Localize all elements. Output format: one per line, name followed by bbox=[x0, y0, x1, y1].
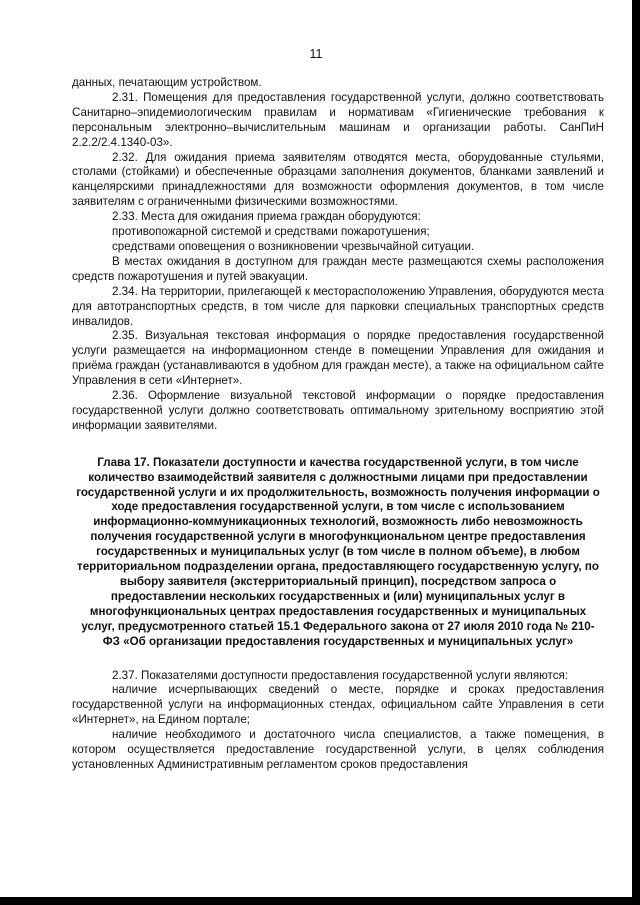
paragraph: 2.37. Показателями доступности предоставления государственной услуги являются: bbox=[112, 668, 569, 682]
paragraph: средствами оповещения о возникновении чрезвычайной ситуации. bbox=[112, 239, 475, 253]
page-number: 11 bbox=[309, 47, 323, 61]
page-content bbox=[72, 76, 604, 773]
paragraph: 2.32. Для ожидания приема заявителям отводятся места, оборудованные стульями, столами (стойками) и обеспеченные образцами заполнения документов, бланками заявлений и канцелярскими принадлежностями для возможности оформления документов, в том числе заявителям с ограниченными физическими возможностями. bbox=[72, 150, 604, 209]
paragraph: противопожарной системой и средствами пожаротушения; bbox=[112, 225, 430, 239]
paragraph: наличие исчерпывающих сведений о месте, порядке и сроках предоставления государственной услуги на информационных стендах, официальном сайте Управления в сети «Интернет», на Едином портале; bbox=[72, 683, 604, 727]
chapter-heading: Глава 17. Показатели доступности и качества государственной услуги, в том числе количество взаимодействий заявителя с должностными лицами при предоставлении государственной услуги и их продолжительность, возможность получения информации о ходе предоставления государственной услуги, в том числе с использованием информационно-коммуникационных технологий, возможность либо невозможность получения государственной услуги в многофункциональном центре предоставления государственных и муниципальных услуг (в том числе в полном объеме), в любом территориальном подразделении органа, предоставляющего государственную услугу, по выбору заявителя (экстерриториальный принцип), посредством запроса о предоставлении нескольких государственных и (или) муниципальных услуг в многофункциональных центрах предоставления государственных и муниципальных услуг, предусмотренного статьей 15.1 Федерального закона от 27 июля 2010 года № 210-ФЗ «Об организации предоставления государственных и муниципальных услуг» bbox=[76, 455, 600, 648]
paragraph: 2.35. Визуальная текстовая информация о порядке предоставления государственной услуги размещается на информационном стенде в помещении Управления для ожидания и приёма граждан (устанавливаются в удобном для граждан месте), а также на официальном сайте Управления в сети «Интернет». bbox=[72, 329, 605, 388]
paragraph: В местах ожидания в доступном для граждан месте размещаются схемы расположения средств пожаротушения и путей эвакуации. bbox=[72, 254, 604, 283]
paragraph: наличие необходимого и достаточного числа специалистов, а также помещения, в котором осуществляется предоставление государственной услуги, в целях соблюдения установленных Административным регламентом сроков предоставления bbox=[72, 728, 604, 771]
paragraph: 2.31. Помещения для предоставления государственной услуги, должно соответствовать Санитарно–эпидемиологическим правилам и нормативам «Гигиенические требования к персональным электронно–вычислительным машинам и организации работы. СанПиН 2.2.2/2.4.1340-03». bbox=[72, 90, 604, 149]
paragraph: 2.34. На территории, прилегающей к месторасположению Управления, оборудуются места для автотранспортных средств, в том числе для парковки специальных транспортных средств инвалидов. bbox=[72, 284, 604, 328]
paragraph: 2.36. Оформление визуальной текстовой информации о порядке предоставления государственной услуги должно соответствовать оптимальному зрительному восприятию этой информации заявителями. bbox=[72, 389, 604, 432]
paragraph: данных, печатающим устройством. bbox=[72, 76, 262, 89]
paragraph: 2.33. Места для ожидания приема граждан оборудуются: bbox=[112, 210, 421, 224]
